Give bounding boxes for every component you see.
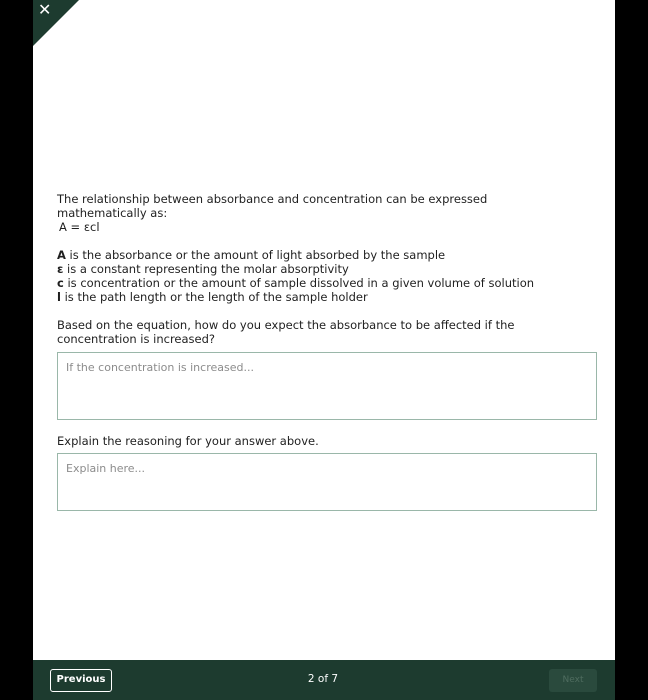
prompt-line-2: concentration is increased? [57,332,216,346]
prompt-line-1: Based on the equation, how do you expect the absorbance to be affected if the [57,318,515,332]
definition-text: is the absorbance or the amount of light absorbed by the sample [65,248,446,262]
page-indicator: 2 of 7 [307,673,339,685]
definition-text: is a constant representing the molar absorptivity [63,262,349,276]
definition-text: is the path length or the length of the sample holder [60,290,368,304]
explain-label: Explain the reasoning for your answer above. [57,434,319,448]
definition-path-length [57,290,597,304]
definition-symbol: ε [57,262,64,276]
explain-input[interactable]: Explain here... [57,453,597,511]
next-button[interactable]: Next [549,669,597,692]
question-content [57,192,597,511]
definition-symbol: l [57,290,61,304]
question-panel [33,0,615,700]
intro-line-2: mathematically as: [57,206,168,220]
previous-button[interactable]: Previous [50,669,112,692]
intro-line-1: The relationship between absorbance and concentration can be expressed [57,192,488,206]
definition-epsilon [57,262,597,276]
definition-text: is concentration or the amount of sample dissolved in a given volume of solution [63,276,535,290]
definition-concentration [57,276,597,290]
definition-absorbance [57,248,597,262]
definition-symbol: A [57,248,66,262]
footer-bar [33,660,615,700]
close-icon[interactable]: ✕ [38,0,52,19]
equation: A = εcl [59,220,100,234]
definition-symbol: c [57,276,64,290]
answer-input[interactable]: If the concentration is increased... [57,352,597,420]
